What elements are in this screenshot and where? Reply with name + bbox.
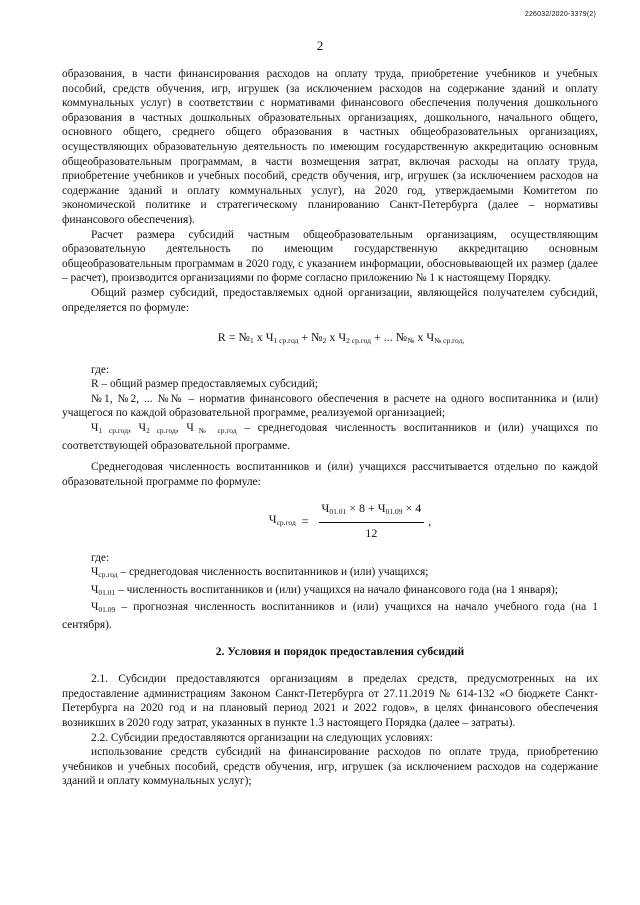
- formula-average-count: $Ч_{ср.год}$ = $\frac{Ч_{01.01} \times 8 + Ч_{01.09} \times 4}{12}$ ,: [268, 501, 432, 541]
- page-number: 2: [316, 38, 324, 53]
- section-heading: 2. Условия и порядок предоставления субсидий: [215, 644, 465, 658]
- definition-r: R – общий размер предоставляемых субсидий;: [91, 378, 319, 391]
- paragraph-total-size: Общий размер субсидий, предоставляемых одной организации, являющейся получателем субсидий, определяется по формуле:: [62, 286, 598, 314]
- paragraph-average-calc: Среднегодовая численность воспитанников и (или) учащихся рассчитывается отдельно по каждой образовательной программе по формуле:: [62, 461, 598, 488]
- definition-sep: $Ч_{01.09}$ – прогнозная численность воспитанников и (или) учащихся на начало учебного года (на 1 сентября).: [62, 601, 598, 631]
- definition-average: $Ч_{ср.год}$ – среднегодовая численность воспитанников и (или) учащихся;: [91, 566, 429, 580]
- document-body: [62, 67, 598, 789]
- definition-jan: $Ч_{01.01}$ – численность воспитанников и (или) учащихся на начало финансового года (на 1 января);: [91, 583, 559, 597]
- paragraph-2-1: 2.1. Субсидии предоставляются организациям в пределах средств, предусмотренных на их предоставление администрациям Законом Санкт-Петербурга от 27.11.2019 № 614-132 «О бюджете Санкт-Петербурга на 2020 год и на плановый период 2021 и 2022 годов», в целях финансового обеспечения возникших в 2020 году затрат, указанных в пункте 1.3 настоящего Порядка (далее – затраты).: [62, 673, 598, 729]
- paragraph-2-2: 2.2. Субсидии предоставляются организации на следующих условиях:: [91, 731, 433, 744]
- document-id: 226032/2020-3379(2): [524, 11, 596, 18]
- paragraph-condition: использование средств субсидий на финансирование расходов по оплате труда, приобретению учебников и учебных пособий, средств обучения, игр, игрушек (за исключением расходов на содержание зданий и оплату коммунальных услуг);: [62, 746, 598, 788]
- formula-total-subsidy: $R = №_1$ x $Ч_{1 ср.год}$ + $№_2$ x $Ч_{2 ср.год}$ + ... $№_№$ x $Ч_{№ ср.год,}$: [217, 330, 465, 346]
- where-label: где:: [91, 551, 110, 564]
- definition-average-count: $Ч_{1 ср.год}$, $Ч_{2 ср.год}$, $Ч_{№ ср.год}$ – среднегодовая численность воспитанников и (или) учащихся по соответствующей образовательной программе.: [62, 422, 598, 452]
- paragraph-calculation: Расчет размера субсидий частным общеобразовательным организациям, осуществляющим образовательную деятельность по имеющим государственную аккредитацию основным общеобразовательным программам в 2020 году, с указанием информации, обосновывающей их размер (далее – расчет), производится организациями по форме согласно приложению № 1 к настоящему Порядку.: [62, 228, 598, 285]
- where-label: где:: [91, 363, 110, 376]
- paragraph-continuation: образования, в части финансирования расходов на оплату труда, приобретение учебников и учебных пособий, средств обучения, игр, игрушек (за исключением расходов на содержание зданий и оплату коммунальных услуг) в соответствии с нормативами финансового обеспечения получения дошкольного образования в частных дошкольных образовательных организациях, дошкольного, начального общего, основного общего, среднего общего образования в частных общеобразовательных организациях, осуществляющих образовательную деятельность по имеющим государственную аккредитацию основным общеобразовательным программам, в части возмещения затрат, включая расходы на оплату труда, приобретение учебников и учебных пособий, средств обучения, игр, игрушек (за исключением расходов на содержание зданий и оплату коммунальных услуг), на 2020 год, утверждаемыми Комитетом по экономической политике и стратегическому планированию Санкт-Петербурга (далее – нормативы финансового обеспечения).: [62, 68, 598, 226]
- fraction: $\frac{Ч_{01.01} \times 8 + Ч_{01.09} \times 4}{12}$: [319, 501, 425, 540]
- definition-normative: №1, №2, ... №№ – норматив финансового обеспечения в расчете на одного воспитанника и (или) учащегося по каждой образовательной программе, реализуемой организацией;: [62, 392, 598, 420]
